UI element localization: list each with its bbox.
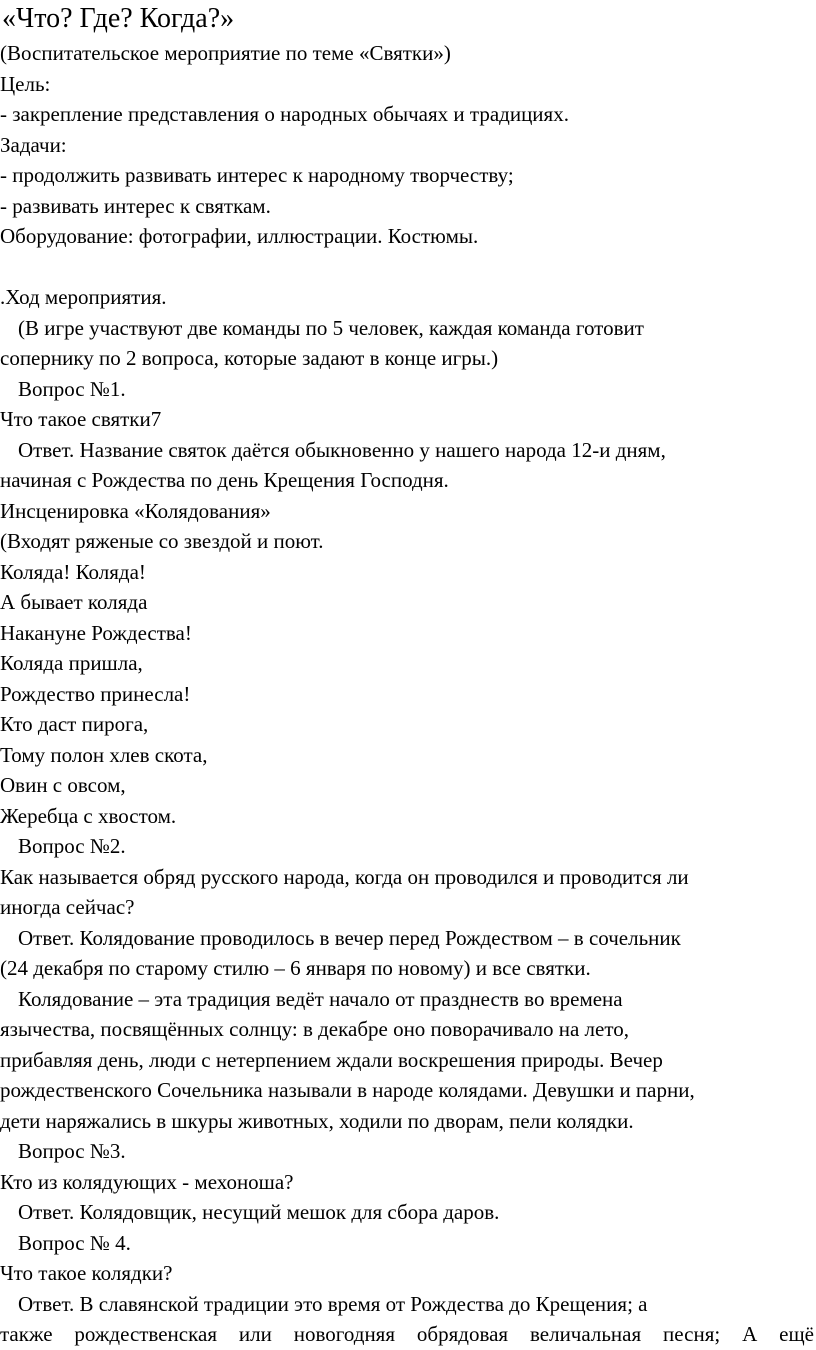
intro-paragraph-line: сопернику по 2 вопроса, которые задают в конце игры.) bbox=[0, 346, 499, 370]
answer-line: прибавляя день, люди с нетерпением ждали воскрешения природы. Вечер bbox=[0, 1047, 663, 1072]
song-line: Рождество принесла! bbox=[0, 681, 191, 706]
answer-line: Ответ. Название святок даётся обыкновенно у нашего народа 12-и дням, bbox=[18, 437, 666, 462]
song-line: Коляда! Коляда! bbox=[0, 559, 146, 584]
tasks-label: Задачи: bbox=[0, 132, 67, 157]
answer-line: Колядование – эта традиция ведёт начало от празднеств во времена bbox=[18, 986, 623, 1011]
question-text: Кто из колядующих - мехоноша? bbox=[0, 1169, 294, 1194]
answer-line: дети наряжались в шкуры животных, ходили по дворам, пели колядки. bbox=[0, 1108, 634, 1133]
answer-line: Ответ. В славянской традиции это время от Рождества до Крещения; а bbox=[18, 1291, 648, 1316]
question-label: Вопрос №2. bbox=[18, 834, 126, 858]
question-label: Вопрос №3. bbox=[18, 1139, 126, 1163]
answer-line: язычества, посвящённых солнцу: в декабре оно поворачивало на лето, bbox=[0, 1017, 629, 1041]
song-line: Коляда пришла, bbox=[0, 651, 143, 675]
blank-line bbox=[0, 252, 814, 283]
answer-line: Ответ. Колядовщик, несущий мешок для сбора даров. bbox=[18, 1200, 500, 1224]
intro-paragraph-line: (В игре участвуют две команды по 5 человек, каждая команда готовит bbox=[18, 315, 644, 340]
task-item: - продолжить развивать интерес к народному творчеству; bbox=[0, 163, 514, 187]
question-text: Как называется обряд русского народа, когда он проводился и проводится ли bbox=[0, 864, 689, 889]
staging-note: (Входят ряженые со звездой и поют. bbox=[0, 529, 324, 553]
equipment-line: Оборудование: фотографии, иллюстрации. Костюмы. bbox=[0, 224, 479, 248]
question-label: Вопрос №1. bbox=[18, 376, 126, 401]
song-line: Тому полон хлев скота, bbox=[0, 742, 208, 767]
answer-line: Ответ. Колядование проводилось в вечер перед Рождеством – в сочельник bbox=[18, 925, 681, 950]
goal-item: - закрепление представления о народных обычаях и традициях. bbox=[0, 102, 569, 126]
answer-line: рождественского Сочельника называли в народе колядами. Девушки и парни, bbox=[0, 1078, 695, 1102]
song-line: Кто даст пирога, bbox=[0, 712, 149, 736]
question-text: Что такое колядки? bbox=[0, 1261, 173, 1285]
song-line: Овин с овсом, bbox=[0, 773, 126, 797]
song-line: Жеребца с хвостом. bbox=[0, 803, 177, 828]
goal-label: Цель: bbox=[0, 71, 51, 96]
question-label: Вопрос № 4. bbox=[18, 1230, 131, 1255]
task-item: - развивать интерес к святкам. bbox=[0, 193, 271, 218]
question-text: Что такое святки7 bbox=[0, 407, 162, 431]
answer-line: также рождественская или новогодняя обрядовая величальная песня; А ещё bbox=[0, 1322, 814, 1346]
course-title: .Ход мероприятия. bbox=[0, 285, 167, 309]
question-text: иногда сейчас? bbox=[0, 895, 135, 919]
staging-title: Инсценировка «Колядования» bbox=[0, 498, 271, 523]
song-line: Накануне Рождества! bbox=[0, 620, 192, 645]
document-title: «Что? Где? Когда?» bbox=[2, 3, 235, 34]
song-line: А бывает коляда bbox=[0, 590, 148, 614]
answer-line: начиная с Рождества по день Крещения Господня. bbox=[0, 468, 449, 492]
subtitle: (Воспитательское мероприятие по теме «Святки») bbox=[0, 41, 451, 65]
answer-line: (24 декабря по старому стилю – 6 января по новому) и все святки. bbox=[0, 956, 591, 980]
document-body bbox=[0, 38, 814, 1350]
